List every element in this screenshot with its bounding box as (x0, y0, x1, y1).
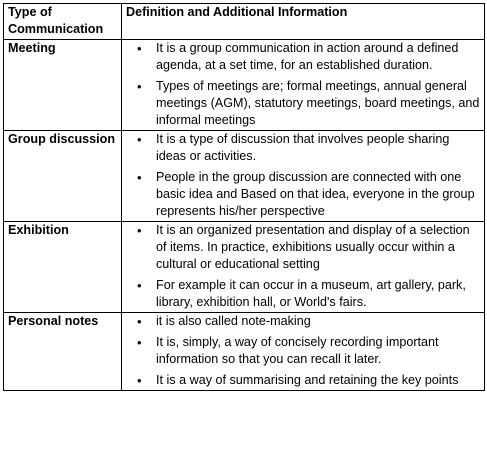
table-row (4, 313, 485, 391)
list-item: • It is an organized presentation and display of a selection of items. In practice, exhibitions usually occur within a cultural or educational setting (156, 222, 480, 273)
table-row (4, 131, 485, 222)
list-item: • Types of meetings are; formal meetings, annual general meetings (AGM), statutory meetings, board meetings, and informal meetings (156, 78, 480, 129)
list-item: • It is a type of discussion that involves people sharing ideas or activities. (156, 131, 480, 165)
bullet-list (126, 40, 480, 129)
bullet-list (126, 313, 480, 389)
row-details-personal-notes (122, 313, 485, 391)
list-item: • It is a way of summarising and retaining the key points (156, 372, 480, 389)
bullet-list (126, 222, 480, 311)
table-row (4, 222, 485, 313)
row-details-meeting (122, 40, 485, 131)
row-label-group-discussion: Group discussion (4, 131, 122, 222)
row-label-meeting: Meeting (4, 40, 122, 131)
list-item: • For example it can occur in a museum, art gallery, park, library, exhibition hall, or World's fairs. (156, 277, 480, 311)
list-item: • It is a group communication in action around a defined agenda, at a set time, for an established duration. (156, 40, 480, 74)
list-item: • It is, simply, a way of concisely recording important information so that you can recall it later. (156, 334, 480, 368)
row-details-group-discussion (122, 131, 485, 222)
bullet-list (126, 131, 480, 220)
table-header-row (4, 4, 485, 40)
row-label-personal-notes: Personal notes (4, 313, 122, 391)
list-item: • People in the group discussion are connected with one basic idea and Based on that idea, everyone in the group represents his/her perspective (156, 169, 480, 220)
list-item: • it is also called note-making (156, 313, 480, 330)
communication-types-table (3, 3, 485, 391)
row-details-exhibition (122, 222, 485, 313)
document-area (3, 3, 485, 391)
table-row (4, 40, 485, 131)
row-label-exhibition: Exhibition (4, 222, 122, 313)
header-definition: Definition and Additional Information (122, 4, 485, 40)
header-type-of-communication: Type of Communication (4, 4, 122, 40)
